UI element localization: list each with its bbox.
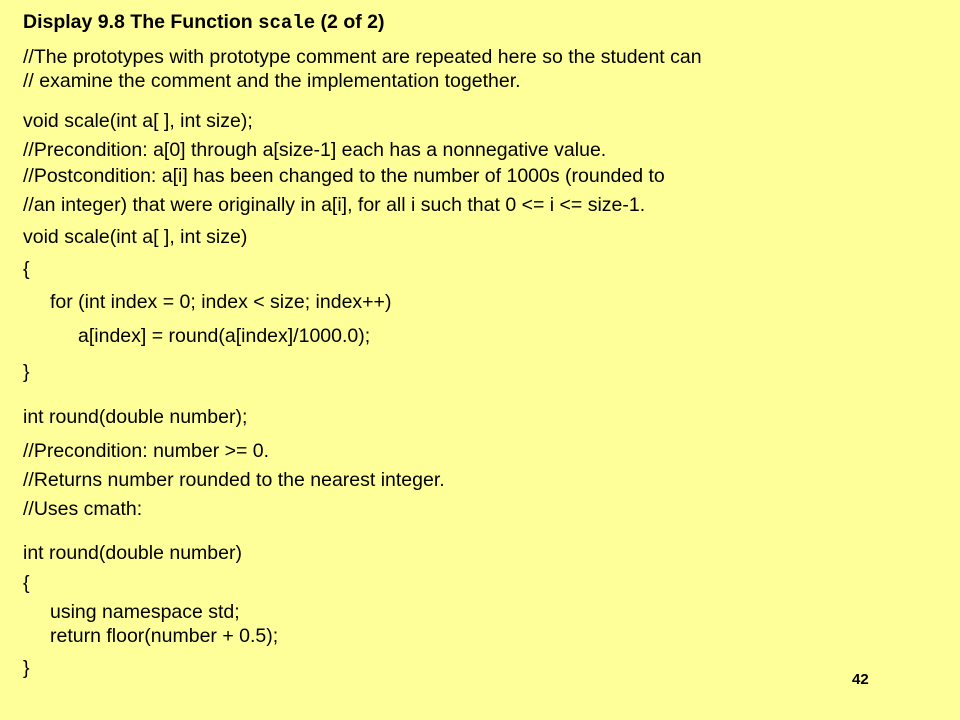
title-suffix: (2 of 2) [315, 11, 385, 33]
round-returns-comment: //Returns number rounded to the nearest integer. [23, 469, 445, 491]
round-definition-header: int round(double number) [23, 542, 242, 564]
slide-title [23, 10, 384, 35]
round-open-brace: { [23, 572, 30, 594]
page-number: 42 [852, 671, 869, 688]
scale-open-brace: { [23, 258, 30, 280]
scale-definition-header: void scale(int a[ ], int size) [23, 226, 248, 248]
intro-comment-line-2: // examine the comment and the implementation together. [23, 70, 521, 92]
round-close-brace: } [23, 657, 30, 679]
scale-loop-body: a[index] = round(a[index]/1000.0); [78, 325, 371, 347]
round-return-line: return floor(number + 0.5); [50, 625, 279, 647]
scale-for-loop: for (int index = 0; index < size; index++) [50, 291, 392, 313]
title-prefix: Display 9.8 The Function [23, 11, 259, 33]
scale-postcondition-line-2: //an integer) that were originally in a[i], for all i such that 0 <= i <= size-1. [23, 194, 646, 216]
scale-postcondition-line-1: //Postcondition: a[i] has been changed to the number of 1000s (rounded to [23, 165, 665, 187]
round-prototype: int round(double number); [23, 406, 248, 428]
scale-precondition: //Precondition: a[0] through a[size-1] each has a nonnegative value. [23, 139, 607, 161]
scale-close-brace: } [23, 361, 30, 383]
round-precondition: //Precondition: number >= 0. [23, 440, 270, 462]
intro-comment-line-1: //The prototypes with prototype comment are repeated here so the student can [23, 46, 702, 68]
round-uses-comment: //Uses cmath: [23, 498, 143, 520]
title-code: scale [258, 12, 316, 34]
scale-prototype: void scale(int a[ ], int size); [23, 110, 253, 132]
round-using-line: using namespace std; [50, 601, 240, 623]
